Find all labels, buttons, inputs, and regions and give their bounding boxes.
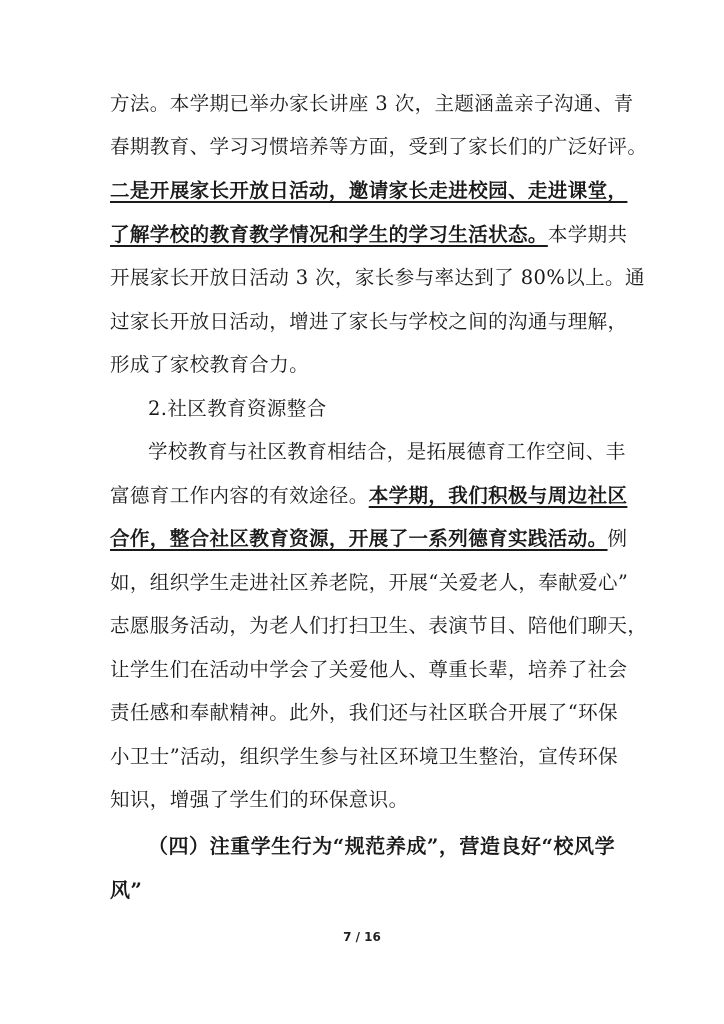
text-run: 富德育工作内容的有效途径。 [110,484,369,507]
paragraph-line: 让学生们在活动中学会了关爱他人、尊重长辈，培养了社会 [110,658,628,681]
underlined-phrase: 了解学校的教育教学情况和学生的学习生活状态。 [110,223,548,246]
text-run: 本学期共 [547,223,628,246]
paragraph-line [110,525,628,553]
underlined-phrase: 合作，整合社区教育资源，开展了一系列德育实践活动。 [110,527,608,550]
paragraph-line [110,221,628,249]
paragraph-line: 志愿服务活动，为老人们打扫卫生、表演节目、陪他们聊天， [110,614,648,637]
section-heading: （四）注重学生行为“规范养成”，营造良好“校风学 [148,834,615,858]
paragraph-line: 方法。本学期已举办家长讲座 3 次，主题涵盖亲子沟通、青 [110,92,634,115]
paragraph-line: 过家长开放日活动，增进了家长与学校之间的沟通与理解， [110,310,628,333]
paragraph-line: 责任感和奉献精神。此外，我们还与社区联合开展了“环保 [110,701,618,724]
section-subheading: 2.社区教育资源整合 [148,397,327,420]
section-heading-continued: 风” [110,878,143,902]
page-number: 7 / 16 [343,930,381,944]
text-run: 例 [607,527,628,550]
underlined-line: 二是开展家长开放日活动，邀请家长走进校园、走进课堂， [110,179,628,202]
paragraph-line [110,482,628,510]
paragraph-line: 形成了家校教育合力。 [110,353,310,376]
paragraph-line: 如，组织学生走进社区养老院，开展“关爱老人，奉献爱心” [110,571,629,594]
paragraph-line: 小卫士”活动，组织学生参与社区环境卫生整治，宣传环保 [110,745,618,768]
underlined-phrase: 本学期，我们积极与周边社区 [368,484,628,507]
paragraph-line: 知识，增强了学生们的环保意识。 [110,788,409,811]
paragraph-line: 学校教育与社区教育相结合，是拓展德育工作空间、丰 [148,440,626,463]
paragraph-line: 春期教育、学习习惯培养等方面，受到了家长们的广泛好评。 [110,135,648,158]
paragraph-line: 开展家长开放日活动 3 次，家长参与率达到了 80%以上。通 [110,266,645,289]
